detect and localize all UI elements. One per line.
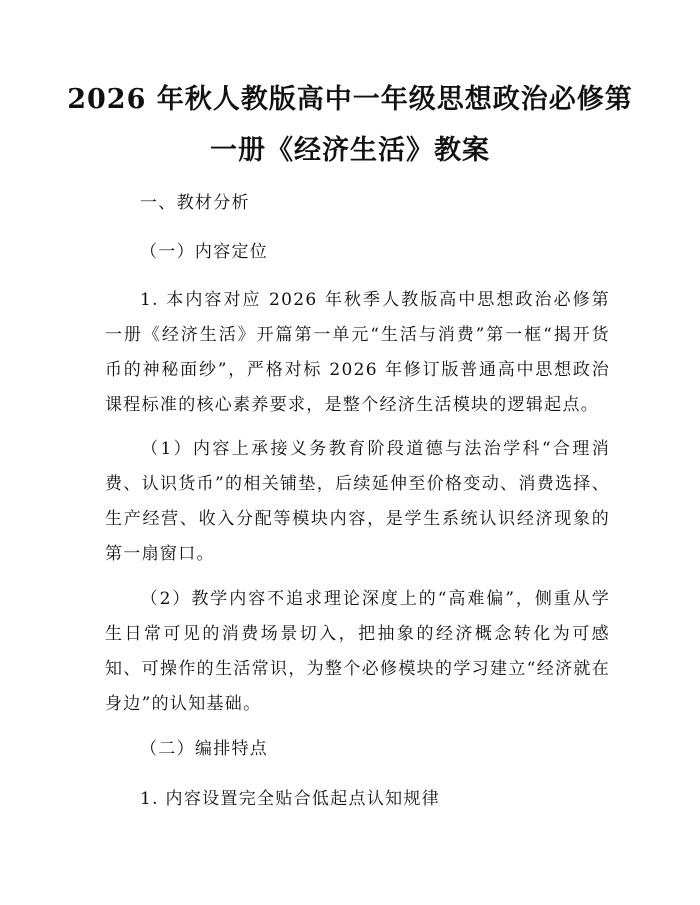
paragraph-1-text: 1. 本内容对应 2026 年秋季人教版高中思想政治必修第一册《经济生活》开篇第一单元“生活与消费”第一框“揭开货币的神秘面纱”，严格对标 2026 年修订版普通高中思想政治课程标准的核心素养要求，是整个经济生活模块的逻辑起点。: [105, 290, 610, 415]
paragraph-2: [105, 432, 610, 572]
subsection-heading-content-positioning: （一）内容定位: [140, 242, 269, 262]
paragraph-1: [105, 283, 610, 423]
list-item-1: 1. 内容设置完全贴合低起点认知规律: [140, 789, 441, 809]
subsection-heading-layout-features: （二）编排特点: [140, 739, 269, 759]
document-title-line-1: 2026 年秋人教版高中一年级思想政治必修第: [67, 84, 633, 115]
document-title-line-2: 一册《经济生活》教案: [210, 135, 490, 166]
paragraph-2-text: （1）内容上承接义务教育阶段道德与法治学科“合理消费、认识货币”的相关铺垫，后续延伸至价格变动、消费选择、生产经营、收入分配等模块内容，是学生系统认识经济现象的第一扇窗口。: [105, 439, 610, 564]
paragraph-3: [105, 582, 610, 722]
paragraph-3-text: （2）教学内容不追求理论深度上的“高难偏”，侧重从学生日常可见的消费场景切入，把抽象的经济概念转化为可感知、可操作的生活常识，为整个必修模块的学习建立“经济就在身边”的认知基础。: [105, 589, 610, 714]
section-heading-textbook-analysis: 一、教材分析: [140, 193, 250, 213]
